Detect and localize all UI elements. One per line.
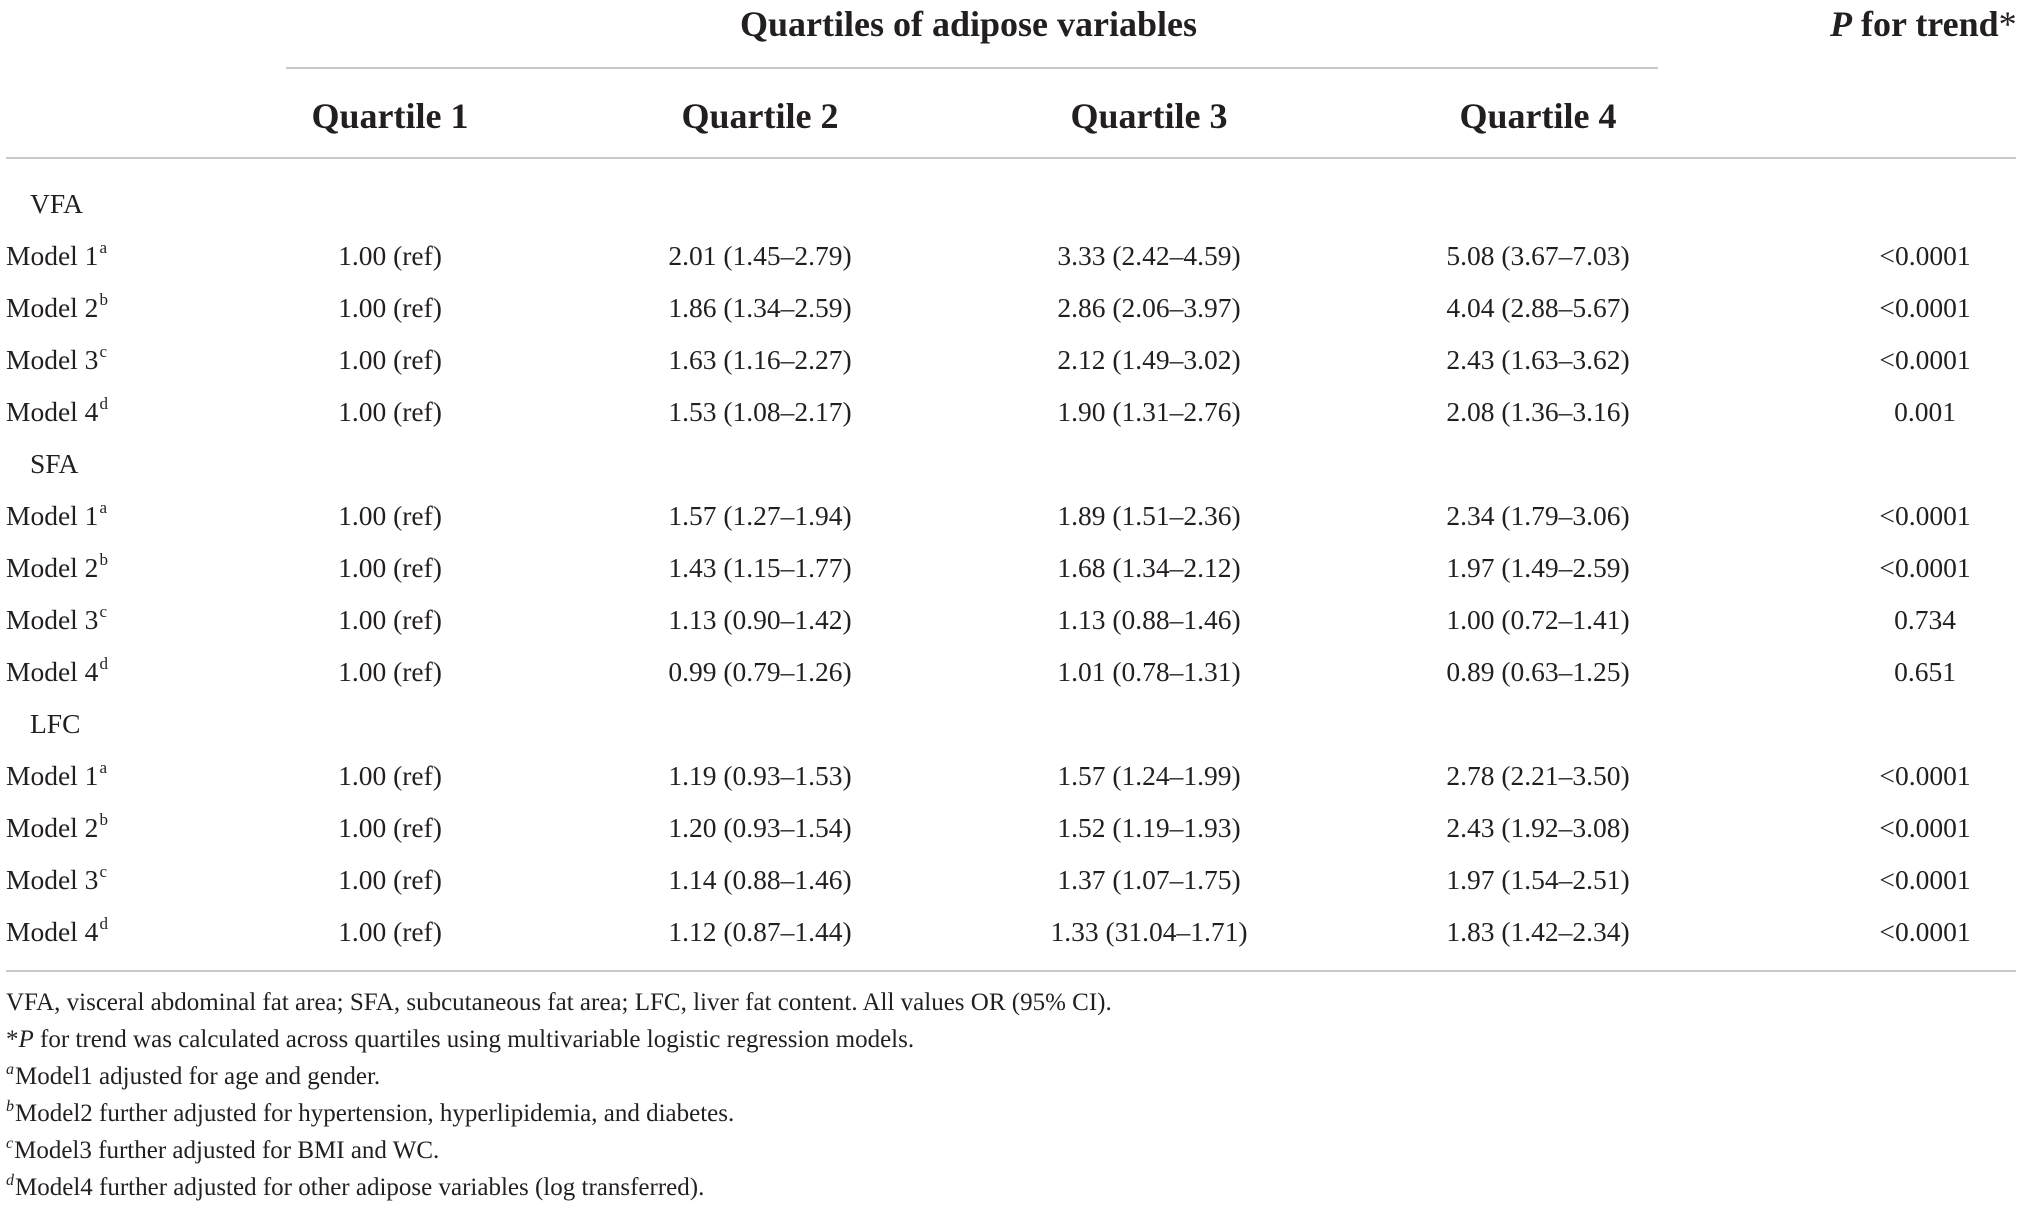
p-trend-cell: <0.0001 (1879, 812, 1971, 843)
footnote-c-text: Model3 further adjusted for BMI and WC. (14, 1137, 440, 1164)
footnote-d (6, 1172, 705, 1201)
q3-cell: 1.57 (1.24–1.99) (1057, 760, 1241, 791)
q2-cell: 1.20 (0.93–1.54) (668, 812, 852, 843)
row-label (6, 498, 107, 531)
p-trend-cell: <0.0001 (1879, 552, 1971, 583)
q2-cell: 1.53 (1.08–2.17) (668, 396, 852, 427)
row-label (6, 394, 108, 427)
q1-cell: 1.00 (ref) (338, 292, 442, 323)
p-trend-cell: <0.0001 (1879, 864, 1971, 895)
footnote-b (6, 1098, 735, 1127)
row-label-superscript: d (99, 394, 108, 413)
q1-cell: 1.00 (ref) (338, 344, 442, 375)
footnote-a (6, 1061, 381, 1090)
row-label (6, 862, 107, 895)
row-label-text: Model 4 (6, 656, 99, 687)
footnote-abbreviations: VFA, visceral abdominal fat area; SFA, subcutaneous fat area; LFC, liver fat content. All values OR (95% CI). (6, 989, 1112, 1016)
row-label-text: Model 4 (6, 916, 99, 947)
row-label (6, 290, 108, 323)
header-rule (6, 157, 2016, 159)
quartile-1-header: Quartile 1 (311, 96, 469, 136)
p-trend-header (1830, 6, 2017, 42)
quartile-4-header: Quartile 4 (1459, 96, 1617, 136)
q4-cell: 2.43 (1.63–3.62) (1446, 344, 1630, 375)
q3-cell: 1.37 (1.07–1.75) (1057, 864, 1241, 895)
q4-cell: 0.89 (0.63–1.25) (1446, 656, 1630, 687)
footnote-c-mark: c (6, 1135, 14, 1152)
p-trend-text: for trend (1852, 4, 1999, 44)
row-label-text: Model 1 (6, 240, 99, 271)
row-label (6, 654, 108, 687)
footnote-p-trend (6, 1027, 914, 1052)
row-label (6, 238, 107, 271)
q1-cell: 1.00 (ref) (338, 760, 442, 791)
row-label (6, 914, 108, 947)
q4-cell: 1.97 (1.49–2.59) (1446, 552, 1630, 583)
q1-cell: 1.00 (ref) (338, 604, 442, 635)
footnote-p-trend-mark: * (6, 1026, 19, 1053)
row-label-text: Model 4 (6, 396, 99, 427)
q1-cell: 1.00 (ref) (338, 864, 442, 895)
row-label-superscript: a (99, 498, 107, 517)
row-label (6, 810, 108, 843)
row-label-superscript: d (99, 654, 108, 673)
p-trend-cell: <0.0001 (1879, 344, 1971, 375)
section-label-sfa: SFA (30, 448, 79, 479)
p-trend-cell: <0.0001 (1879, 292, 1971, 323)
q4-cell: 2.43 (1.92–3.08) (1446, 812, 1630, 843)
p-trend-cell: <0.0001 (1879, 240, 1971, 271)
p-trend-mark: * (1998, 4, 2017, 44)
footnote-d-mark: d (6, 1172, 14, 1189)
row-label-text: Model 2 (6, 552, 99, 583)
quartile-3-header: Quartile 3 (1070, 96, 1228, 136)
row-label-text: Model 2 (6, 812, 99, 843)
row-label-text: Model 1 (6, 760, 99, 791)
row-label-superscript: b (99, 810, 108, 829)
section-label-vfa: VFA (30, 188, 83, 219)
q3-cell: 1.68 (1.34–2.12) (1057, 552, 1241, 583)
p-trend-cell: <0.0001 (1879, 500, 1971, 531)
q1-cell: 1.00 (ref) (338, 552, 442, 583)
q2-cell: 1.14 (0.88–1.46) (668, 864, 852, 895)
q1-cell: 1.00 (ref) (338, 240, 442, 271)
section-label-lfc: LFC (30, 708, 81, 739)
q4-cell: 1.00 (0.72–1.41) (1446, 604, 1630, 635)
q2-cell: 1.63 (1.16–2.27) (668, 344, 852, 375)
q1-cell: 1.00 (ref) (338, 916, 442, 947)
q4-cell: 2.08 (1.36–3.16) (1446, 396, 1630, 427)
row-label-superscript: b (99, 550, 108, 569)
q4-cell: 5.08 (3.67–7.03) (1446, 240, 1630, 271)
q4-cell: 2.34 (1.79–3.06) (1446, 500, 1630, 531)
q3-cell: 2.86 (2.06–3.97) (1057, 292, 1241, 323)
table-bottom-rule (6, 970, 2016, 972)
q3-cell: 1.89 (1.51–2.36) (1057, 500, 1241, 531)
q1-cell: 1.00 (ref) (338, 396, 442, 427)
footnote-p-trend-text: for trend was calculated across quartiles using multivariable logistic regression models. (33, 1026, 915, 1053)
footnote-b-text: Model2 further adjusted for hypertension, hyperlipidemia, and diabetes. (15, 1100, 735, 1127)
row-label-text: Model 3 (6, 604, 99, 635)
p-trend-cell: <0.0001 (1879, 760, 1971, 791)
footnote-c (6, 1135, 440, 1164)
q3-cell: 1.01 (0.78–1.31) (1057, 656, 1241, 687)
row-label-superscript: a (99, 758, 107, 777)
p-trend-italic: P (1830, 4, 1852, 44)
footnote-a-text: Model1 adjusted for age and gender. (15, 1063, 381, 1090)
row-label (6, 342, 107, 375)
q3-cell: 3.33 (2.42–4.59) (1057, 240, 1241, 271)
row-label-text: Model 1 (6, 500, 99, 531)
q3-cell: 2.12 (1.49–3.02) (1057, 344, 1241, 375)
q2-cell: 1.19 (0.93–1.53) (668, 760, 852, 791)
q2-cell: 0.99 (0.79–1.26) (668, 656, 852, 687)
q4-cell: 1.97 (1.54–2.51) (1446, 864, 1630, 895)
q3-cell: 1.33 (31.04–1.71) (1050, 916, 1248, 947)
q2-cell: 2.01 (1.45–2.79) (668, 240, 852, 271)
row-label-superscript: a (99, 238, 107, 257)
q4-cell: 1.83 (1.42–2.34) (1446, 916, 1630, 947)
q3-cell: 1.13 (0.88–1.46) (1057, 604, 1241, 635)
p-trend-cell: <0.0001 (1879, 916, 1971, 947)
q2-cell: 1.13 (0.90–1.42) (668, 604, 852, 635)
q1-cell: 1.00 (ref) (338, 812, 442, 843)
q1-cell: 1.00 (ref) (338, 656, 442, 687)
row-label-text: Model 3 (6, 864, 99, 895)
footnote-p-trend-italic: P (18, 1026, 34, 1053)
group-header: Quartiles of adipose variables (740, 4, 1197, 44)
q3-cell: 1.90 (1.31–2.76) (1057, 396, 1241, 427)
row-label-superscript: c (99, 602, 107, 621)
p-trend-cell: 0.001 (1894, 396, 1956, 427)
p-trend-cell: 0.734 (1894, 604, 1956, 635)
q2-cell: 1.86 (1.34–2.59) (668, 292, 852, 323)
row-label-superscript: b (99, 290, 108, 309)
footnote-a-mark: a (6, 1061, 14, 1078)
row-label-superscript: c (99, 342, 107, 361)
q2-cell: 1.12 (0.87–1.44) (668, 916, 852, 947)
q2-cell: 1.43 (1.15–1.77) (668, 552, 852, 583)
group-underline (286, 67, 1658, 69)
footnote-d-text: Model4 further adjusted for other adipose variables (log transferred). (15, 1174, 705, 1201)
row-label-superscript: c (99, 862, 107, 881)
q4-cell: 2.78 (2.21–3.50) (1446, 760, 1630, 791)
q2-cell: 1.57 (1.27–1.94) (668, 500, 852, 531)
row-label-text: Model 2 (6, 292, 99, 323)
p-trend-cell: 0.651 (1894, 656, 1956, 687)
row-label (6, 602, 107, 635)
row-label-superscript: d (99, 914, 108, 933)
q1-cell: 1.00 (ref) (338, 500, 442, 531)
row-label-text: Model 3 (6, 344, 99, 375)
row-label (6, 758, 107, 791)
quartile-2-header: Quartile 2 (681, 96, 839, 136)
footnote-b-mark: b (6, 1098, 14, 1115)
q4-cell: 4.04 (2.88–5.67) (1446, 292, 1630, 323)
q3-cell: 1.52 (1.19–1.93) (1057, 812, 1241, 843)
row-label (6, 550, 108, 583)
